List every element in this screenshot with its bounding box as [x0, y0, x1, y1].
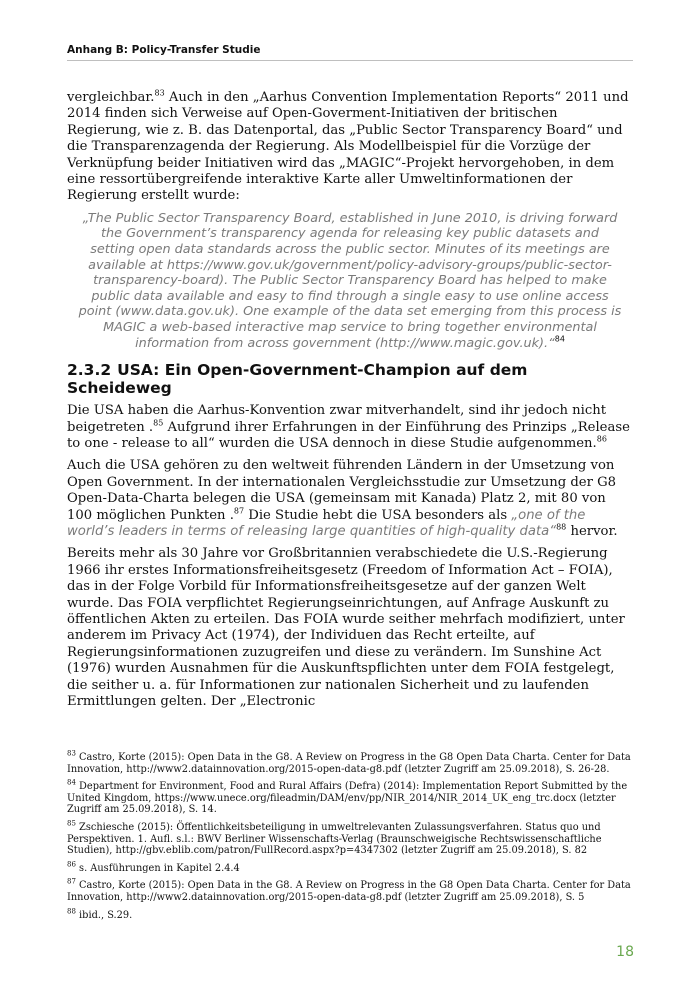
- block-quote: „The Public Sector Transparency Board, established in June 2010, is driving forward the Government’s transparency agenda for releasing key public datasets and setting open data standards across the public sector. Minutes of its meetings are available at https://www.gov.uk/government/policy-advisory-groups/public-sector-transparency-board). The Public Sector Transparency Board has helped to make public data available and easy to find through a single easy to use online access point (www.data.gov.uk). One example of the data set emerging from this process is MAGIC a web-based interactive map service to bring together environmental information from across government (http://www.magic.gov.uk).“$^{84}$: [78, 210, 622, 351]
- footnotes: [67, 749, 633, 927]
- footnote-ref-83[interactable]: 83: [154, 88, 165, 98]
- section-title: USA: Ein Open-Government-Champion auf dem Scheideweg: [67, 361, 528, 398]
- footnote: $^{83}$ Castro, Korte (2015): Open Data in the G8. A Review on Progress in the G8 Open Data Charta. Center for Data Innovation, http://www2.datainnovation.org/2015-open-data-g8.pdf (letzter Zugriff am 25.09.2018), S. 26-28.: [67, 749, 631, 775]
- footnote: $^{84}$ Department for Environment, Food and Rural Affairs (Defra) (2014): Implementation Report Submitted by the United Kingdom, https://www.unece.org/fileadmin/DAM/env/pp/NIR_2014/NIR_2014_UK_eng_trc.docx (letzter Zugriff am 25.09.2018), S. 14.: [67, 778, 628, 816]
- paragraph-3: Auch die USA gehören zu den weltweit führenden Ländern in der Umsetzung von Open Government. In der internationalen Vergleichsstudie zur Umsetzung der G8 Open-Data-Charta belegen die USA (gemeinsam mit Kanada) Platz 2, mit 80 von 100 möglichen Punkten .$^{87}$ Die Studie hebt die USA besonders als „one of the world’s leaders in terms of releasing large quantities of high-quality data“$^{88}$ hervor.: [67, 458, 618, 540]
- footnote-ref-87[interactable]: 87: [233, 506, 245, 516]
- footnote-ref-84[interactable]: 84: [554, 334, 565, 344]
- footnote-ref-88[interactable]: 88: [556, 522, 567, 532]
- footnote: $^{85}$ Zschiesche (2015): Öffentlichkeitsbeteiligung in umweltrelevanten Zulassungsverfahren. Status quo und Perspektiven. 1. Aufl. s.l.: BWV Berliner Wissenschafts-Verlag (Braunschweigische Rechtswissenschaftliche Studien), http://gbv.eblib.com/patron/FullRecord.aspx?p=4347302 (letzter Zugriff am 25.09.2018), S. 82: [67, 819, 602, 857]
- paragraph-2: Die USA haben die Aarhus-Konvention zwar mitverhandelt, sind ihr jedoch nicht beigetreten .$^{85}$ Aufgrund ihrer Erfahrungen in der Einführung des Prinzips „Release to one - release to all“ wurden die USA dennoch in diese Studie aufgenommen.$^{86}$: [67, 403, 630, 451]
- inline-quote: „one of the world’s leaders in terms of releasing large quantities of high-quality data“: [67, 507, 586, 540]
- footnote-ref-85[interactable]: 85: [153, 418, 164, 428]
- main-content: [67, 90, 633, 717]
- page-number: 18: [616, 944, 634, 960]
- running-header: Anhang B: Policy-Transfer Studie: [67, 44, 633, 61]
- section-heading: [67, 361, 633, 397]
- footnote: $^{87}$ Castro, Korte (2015): Open Data in the G8. A Review on Progress in the G8 Open Data Charta. Center for Data Innovation, http://www2.datainnovation.org/2015-open-data-g8.pdf (letzter Zugriff am 25.09.2018), S. 5: [67, 878, 631, 903]
- footnote: $^{86}$ s. Ausführungen in Kapitel 2.4.4: [67, 860, 240, 874]
- footnote: $^{88}$ ibid., S.29.: [67, 907, 133, 921]
- footnote-ref-86[interactable]: 86: [596, 434, 607, 444]
- section-number: 2.3.2: [67, 361, 112, 380]
- paragraph-4: Bereits mehr als 30 Jahre vor Großbritannien verabschiedete die U.S.-Regierung 1966 ihr erstes Informationsfreiheitsgesetz (Freedom of Information Act – FOIA), das in der Folge Vorbild für Informationsfreiheitsgesetze auf der ganzen Welt wurde. Das FOIA verpflichtet Regierungseinrichtungen, auf Anfrage Auskunft zu öffentlichen Akten zu erteilen. Das FOIA wurde seither mehrfach modifiziert, unter anderem im Privacy Act (1974), der Individuen das Recht erteilte, auf Regierungsinformationen zuzugreifen und diese zu verändern. Im Sunshine Act (1976) wurden Ausnahmen für die Auskunftspflichten unter dem FOIA festgelegt, die seither u. a. für Informationen zur nationalen Sicherheit und zu laufenden Ermittlungen gelten. Der „Electronic: [67, 546, 625, 710]
- paragraph-1: vergleichbar.$^{83}$ Auch in den „Aarhus Convention Implementation Reports“ 2011 und 2014 finden sich Verweise auf Open-Goverment-Initiativen der britischen Regierung, wie z. B. das Datenportal, das „Public Sector Transparency Board“ und die Transparenzagenda der Regierung. Als Modellbeispiel für die Vorzüge der Verknüpfung beider Initiativen wird das „MAGIC“-Projekt hervorgehoben, in dem eine ressortübergreifende interaktive Karte aller Umweltinformationen der Regierung erstellt wurde:: [67, 88, 629, 204]
